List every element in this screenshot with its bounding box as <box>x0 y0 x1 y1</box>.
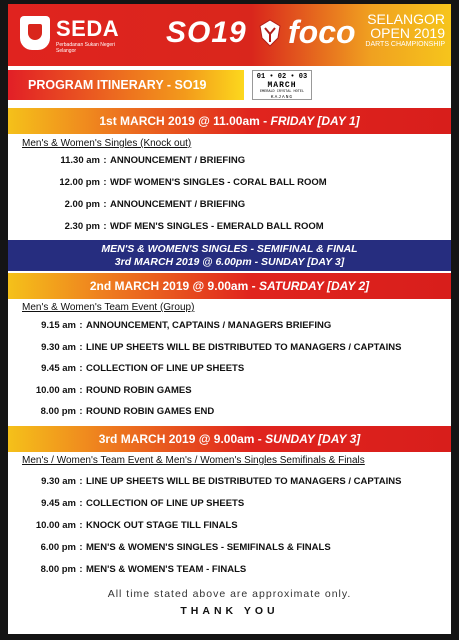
schedule-activity: COLLECTION OF LINE UP SHEETS <box>86 498 245 509</box>
schedule-row <box>16 542 331 553</box>
so19-logo: SO19 <box>166 16 247 49</box>
date-venue: EMERALD CRYSTAL HOTEL <box>259 90 305 94</box>
date-box <box>252 70 312 100</box>
open-line1: SELANGOR <box>367 11 445 27</box>
schedule-row <box>16 320 331 331</box>
schedule-time: 12.00 pm <box>59 177 100 188</box>
open-line3: DARTS CHAMPIONSHIP <box>365 41 445 48</box>
day3-bar <box>8 426 451 452</box>
approximate-time-note: All time stated above are approximate only. <box>107 588 352 600</box>
date-city: KAJANG <box>270 95 294 100</box>
schedule-row <box>16 385 192 396</box>
schedule-time: 9.30 am <box>41 341 76 353</box>
schedule-row <box>24 221 324 232</box>
itinerary-poster <box>8 4 451 634</box>
schedule-row <box>24 155 245 166</box>
schedule-time: 11.30 am <box>60 155 100 166</box>
day2-section-title: Men's & Women's Team Event (Group) <box>22 302 195 313</box>
program-row <box>8 70 451 100</box>
schedule-activity: LINE UP SHEETS WILL BE DISTRIBUTED TO MANAGERS / CAPTAINS <box>86 476 402 487</box>
schedule-time: 6.00 pm <box>40 542 76 553</box>
schedule-time: 9.15 am <box>41 320 76 331</box>
time-separator: : <box>103 155 107 166</box>
day2-day: SATURDAY [DAY 2] <box>258 279 370 293</box>
date-month: MARCH <box>267 81 297 90</box>
time-separator: : <box>103 177 107 188</box>
schedule-row <box>16 476 401 487</box>
time-separator: : <box>103 221 107 232</box>
schedule-time: 2.00 pm <box>64 199 100 210</box>
time-separator: : <box>79 406 83 417</box>
foco-logo: foco <box>288 14 356 50</box>
schedule-activity: MEN'S & WOMEN'S TEAM - FINALS <box>86 564 247 575</box>
schedule-row <box>16 363 244 374</box>
schedule-activity: COLLECTION OF LINE UP SHEETS <box>86 363 245 374</box>
schedule-time: 10.00 am <box>35 384 76 396</box>
day2-bar <box>8 273 451 299</box>
schedule-row <box>24 199 245 210</box>
schedule-row <box>16 342 401 353</box>
schedule-activity: KNOCK OUT STAGE TILL FINALS <box>86 520 238 531</box>
day3-date: 3rd MARCH 2019 @ 9.00am - <box>98 432 262 446</box>
time-separator: : <box>79 476 83 487</box>
seda-subtitle: Perbadanan Sukan Negeri Selangor <box>56 42 115 54</box>
schedule-activity: ANNOUNCEMENT, CAPTAINS / MANAGERS BRIEFING <box>86 320 332 331</box>
seda-logo-text: SEDA <box>56 16 120 41</box>
day1-bar <box>8 108 451 134</box>
time-separator: : <box>79 542 83 553</box>
time-separator: : <box>79 341 83 353</box>
time-separator: : <box>103 199 107 210</box>
schedule-activity: WDF WOMEN'S SINGLES - CORAL BALL ROOM <box>110 177 327 188</box>
selangor-open-title <box>365 12 445 49</box>
schedule-time: 9.45 am <box>41 498 76 509</box>
date-days: 01 • 02 • 03 <box>256 73 308 81</box>
seda-crest-logo <box>20 16 50 50</box>
day1-day: FRIDAY [DAY 1] <box>270 114 360 128</box>
program-title: PROGRAM ITINERARY - SO19 <box>8 70 244 100</box>
semifinal-notice-bar <box>8 240 451 271</box>
day3-day: SUNDAY [DAY 3] <box>265 432 361 446</box>
header-banner <box>8 4 451 66</box>
schedule-row <box>24 177 327 188</box>
schedule-row <box>16 406 214 417</box>
notice-line1: MEN'S & WOMEN'S SINGLES - SEMIFINAL & FINAL <box>101 243 358 255</box>
schedule-time: 9.30 am <box>41 476 76 487</box>
time-separator: : <box>79 520 83 531</box>
schedule-row <box>16 564 246 575</box>
schedule-activity: ROUND ROBIN GAMES <box>86 384 192 396</box>
schedule-activity: ANNOUNCEMENT / BRIEFING <box>110 199 246 210</box>
schedule-time: 8.00 pm <box>40 406 76 417</box>
day1-section-title: Men's & Women's Singles (Knock out) <box>22 138 192 149</box>
schedule-activity: LINE UP SHEETS WILL BE DISTRIBUTED TO MANAGERS / CAPTAINS <box>86 341 402 353</box>
schedule-time: 9.45 am <box>41 363 76 374</box>
notice-line2: 3rd MARCH 2019 @ 6.00pm - SUNDAY [DAY 3] <box>114 256 345 268</box>
time-separator: : <box>79 320 83 331</box>
time-separator: : <box>79 498 83 509</box>
time-separator: : <box>79 363 83 374</box>
schedule-activity: ROUND ROBIN GAMES END <box>86 406 215 417</box>
open-line2: OPEN 2019 <box>370 25 445 41</box>
schedule-time: 10.00 am <box>35 520 76 531</box>
thank-you: THANK YOU <box>180 605 279 617</box>
schedule-activity: MEN'S & WOMEN'S SINGLES - SEMIFINALS & FINALS <box>86 542 331 553</box>
time-separator: : <box>79 564 83 575</box>
schedule-row <box>16 498 244 509</box>
day1-date: 1st MARCH 2019 @ 11.00am - <box>99 114 268 128</box>
schedule-activity: ANNOUNCEMENT / BRIEFING <box>110 155 246 166</box>
foco-emblem-icon <box>258 18 282 48</box>
time-separator: : <box>79 384 83 396</box>
schedule-row <box>16 520 238 531</box>
schedule-time: 2.30 pm <box>64 221 100 232</box>
schedule-time: 8.00 pm <box>40 564 76 575</box>
schedule-activity: WDF MEN'S SINGLES - EMERALD BALL ROOM <box>110 221 324 232</box>
day3-section-title: Men's / Women's Team Event & Men's / Women's Singles Semifinals & Finals <box>22 455 365 466</box>
day2-date: 2nd MARCH 2019 @ 9.00am - <box>89 279 256 293</box>
